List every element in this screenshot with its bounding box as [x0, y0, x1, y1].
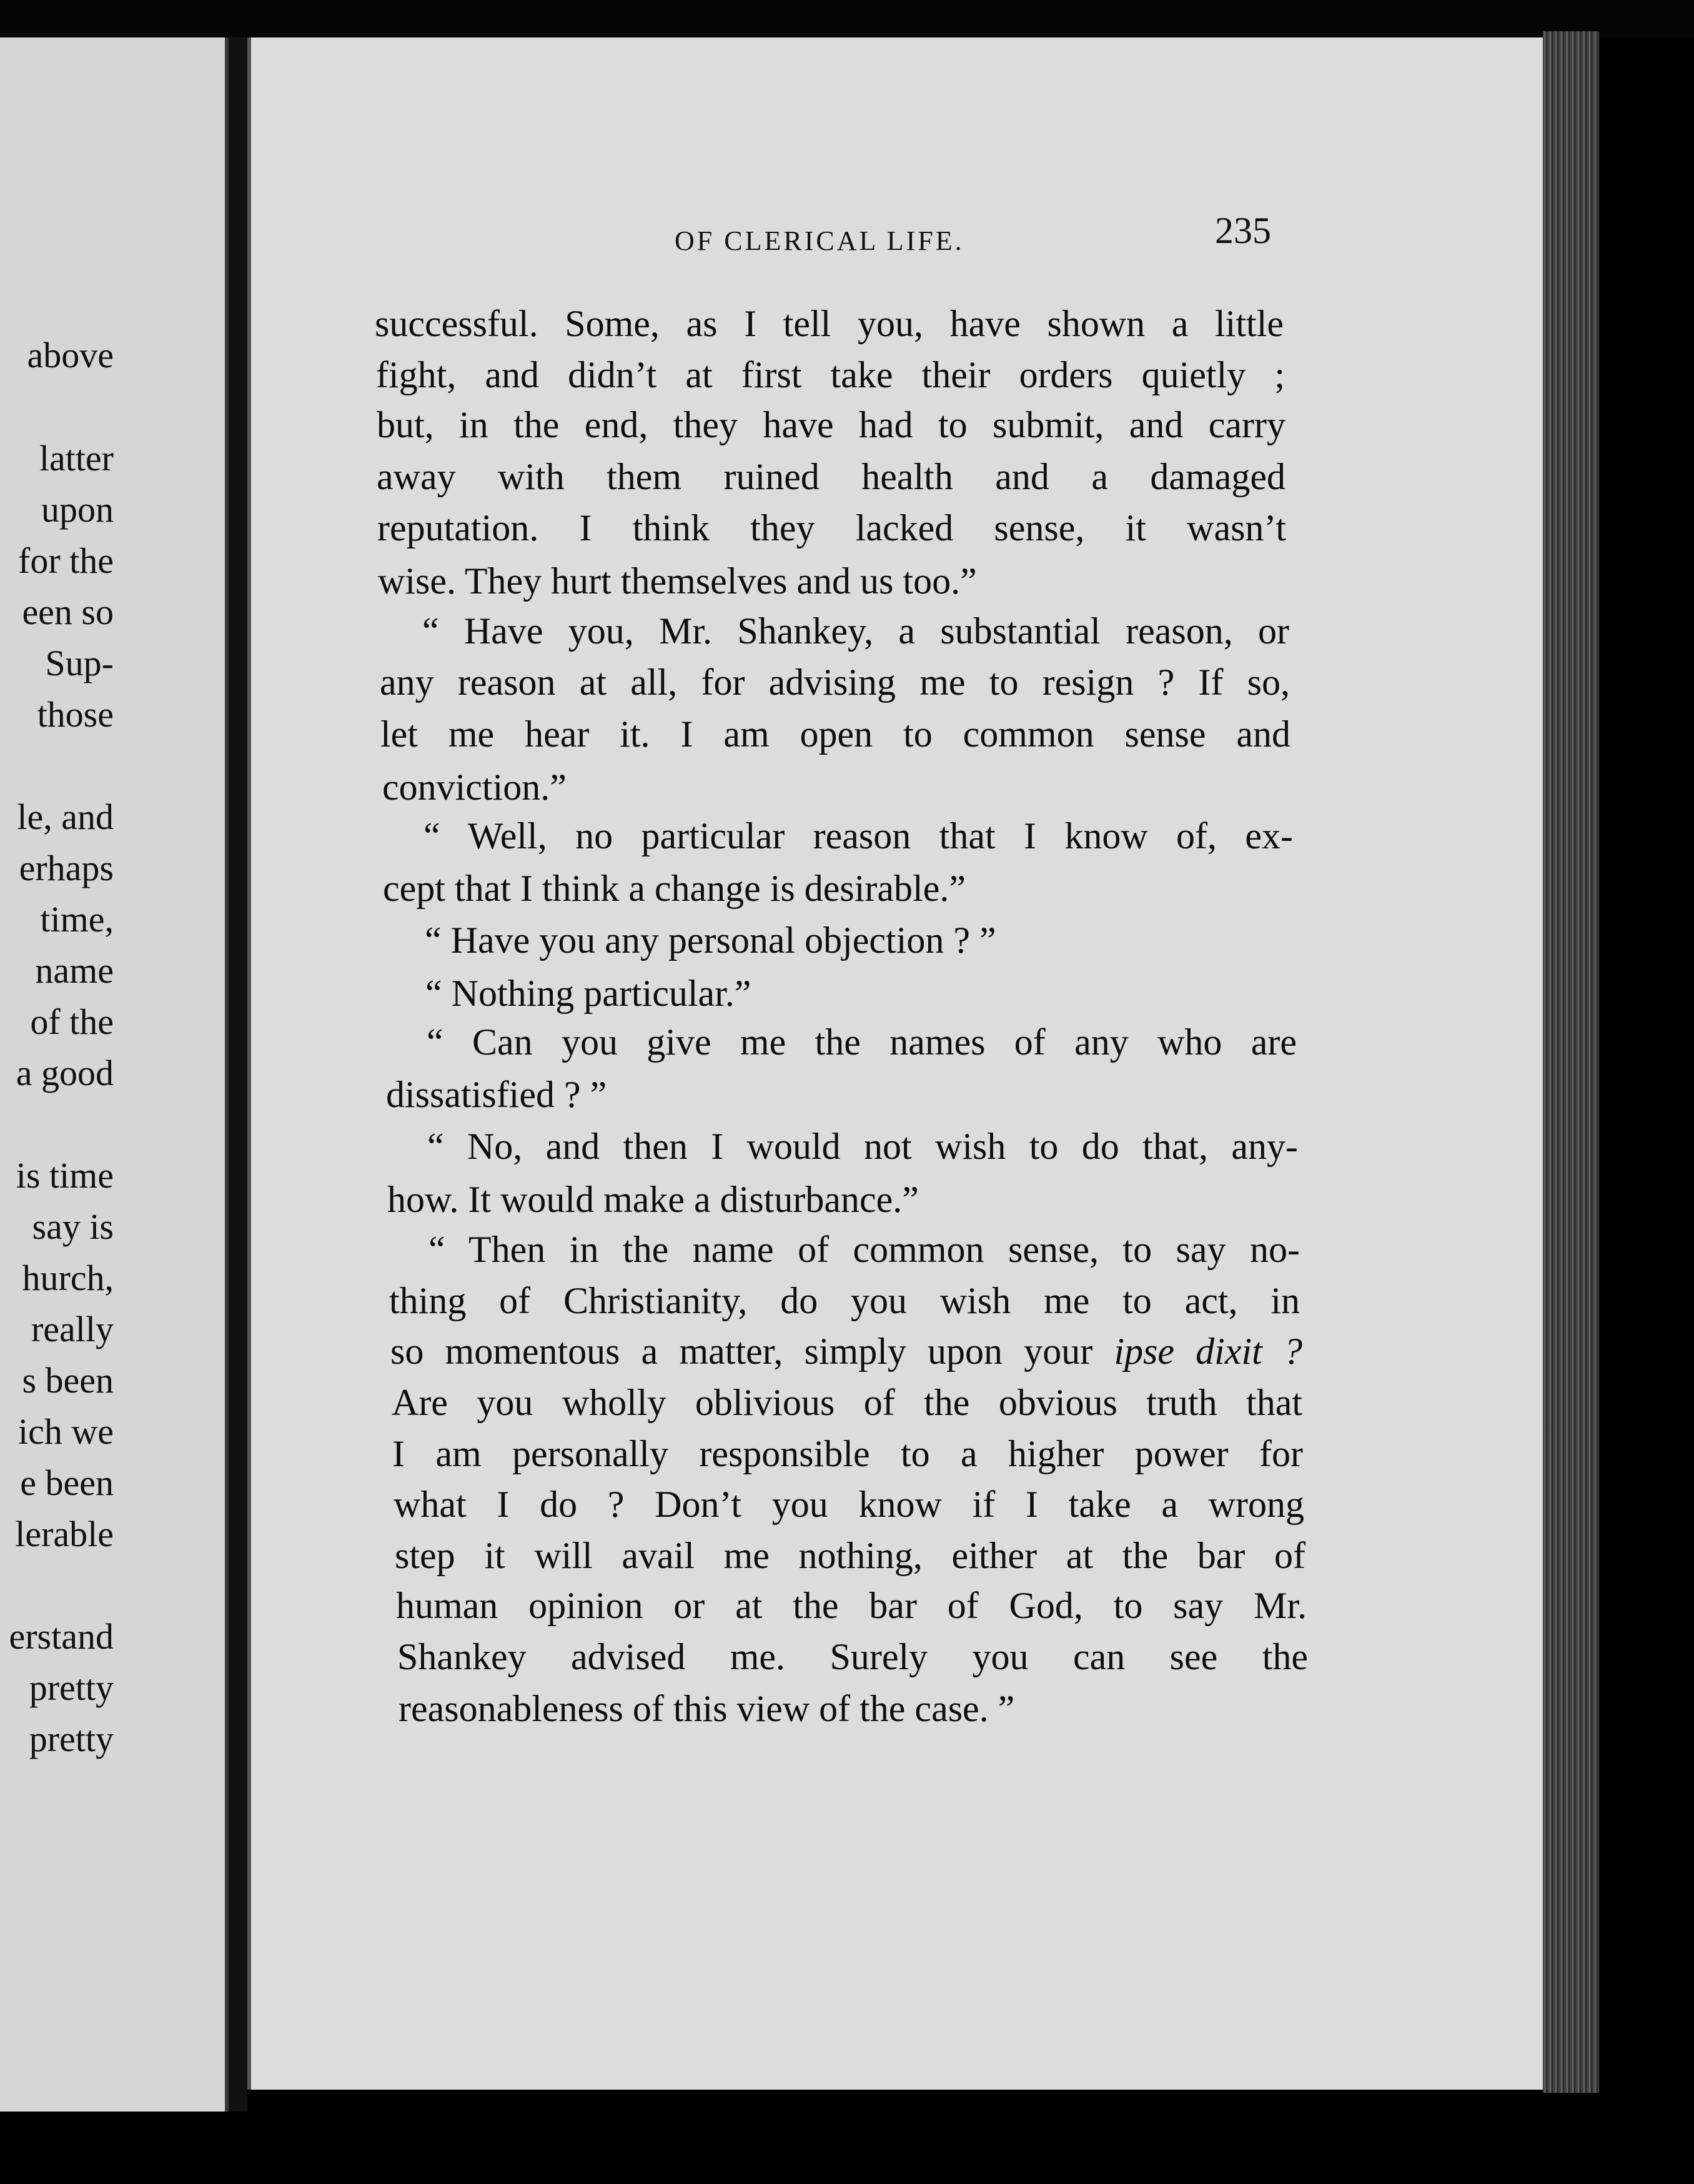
- left-page-fragment: a good: [16, 1053, 114, 1093]
- left-page-fragment: Sup-: [45, 643, 114, 683]
- italic-phrase: ipse dixit ?: [1114, 1331, 1302, 1372]
- text-line: successful. Some, as I tell you, have shown a little: [375, 303, 1284, 344]
- text-line: “ Have you, Mr. Shankey, a substantial reason, or: [422, 610, 1289, 652]
- left-page-fragment: pretty: [29, 1667, 114, 1708]
- text-line: Shankey advised me. Surely you can see the: [397, 1636, 1308, 1677]
- text-line: fight, and didn’t at first take their orders quietly ;: [376, 354, 1285, 395]
- left-page-fragment: of the: [30, 1001, 114, 1042]
- text-line: “ Well, no particular reason that I know of, ex-: [423, 815, 1293, 856]
- left-page-fragment: for the: [18, 540, 114, 581]
- text-line: conviction.”: [382, 767, 567, 808]
- left-page-fragment: erhaps: [19, 848, 114, 888]
- text-line: reasonableness of this view of the case. ”: [399, 1688, 1015, 1729]
- running-head: OF CLERICAL LIFE.: [675, 226, 964, 256]
- left-page: [0, 37, 229, 2112]
- text-line: what I do ? Don’t you know if I take a wrong: [394, 1484, 1304, 1525]
- left-page-fragment: say is: [32, 1206, 114, 1247]
- left-page-fragment: pretty: [29, 1719, 114, 1759]
- left-page-fragment: really: [31, 1309, 114, 1349]
- film-frame-top: [0, 0, 1694, 37]
- text-line: step it will avail me nothing, either at the bar of: [395, 1535, 1305, 1576]
- text-line: let me hear it. I am open to common sense and: [380, 713, 1290, 755]
- page-number: 235: [1215, 210, 1271, 251]
- left-page-fragment: e been: [20, 1462, 114, 1503]
- text-line: “ Nothing particular.”: [425, 973, 751, 1014]
- text-line: so momentous a matter, simply upon your ipse dixit ?: [390, 1331, 1302, 1372]
- left-page-fragment: een so: [22, 592, 114, 632]
- book-gutter: [229, 37, 247, 2112]
- text-line: any reason at all, for advising me to resign ? If so,: [380, 662, 1290, 703]
- left-page-fragment: upon: [41, 489, 114, 530]
- text-line: how. It would make a disturbance.”: [387, 1179, 919, 1220]
- left-page-fragment: s been: [22, 1360, 114, 1401]
- text-line: dissatisfied ? ”: [386, 1074, 607, 1115]
- page-edge-stack: [1543, 31, 1599, 2093]
- left-page-fragment: latter: [39, 438, 114, 479]
- text-line: thing of Christianity, do you wish me to act, in: [389, 1280, 1300, 1321]
- left-page-fragment: erstand: [9, 1616, 114, 1657]
- text-line: “ No, and then I would not wish to do that, any-: [427, 1126, 1298, 1167]
- left-page-fragment: hurch,: [22, 1258, 114, 1298]
- left-page-fragment: le, and: [17, 797, 114, 837]
- right-page: [247, 37, 1547, 2090]
- text-line: reputation. I think they lacked sense, it wasn’t: [377, 507, 1286, 548]
- text-line: away with them ruined health and a damaged: [377, 456, 1285, 497]
- left-page-fragment: name: [35, 950, 114, 991]
- left-page-fragment: those: [37, 694, 114, 735]
- text-line: cept that I think a change is desirable.”: [383, 868, 966, 909]
- text-line: “ Then in the name of common sense, to say no-: [428, 1229, 1300, 1270]
- left-page-fragment: ich we: [18, 1411, 114, 1452]
- text-line: I am personally responsible to a higher power for: [392, 1433, 1303, 1474]
- text-line: wise. They hurt themselves and us too.”: [378, 560, 977, 602]
- text-line: human opinion or at the bar of God, to say Mr.: [396, 1585, 1307, 1626]
- text-line: Are you wholly oblivious of the obvious truth that: [392, 1382, 1302, 1423]
- text-line: but, in the end, they have had to submit, and carry: [377, 404, 1285, 445]
- left-page-fragment: time,: [40, 899, 114, 940]
- left-page-fragment: lerable: [15, 1514, 114, 1554]
- left-page-fragment: above: [27, 335, 114, 375]
- text-line: “ Can you give me the names of any who are: [427, 1021, 1297, 1063]
- text-line: “ Have you any personal objection ? ”: [425, 920, 996, 961]
- left-page-fragment: is time: [16, 1155, 114, 1196]
